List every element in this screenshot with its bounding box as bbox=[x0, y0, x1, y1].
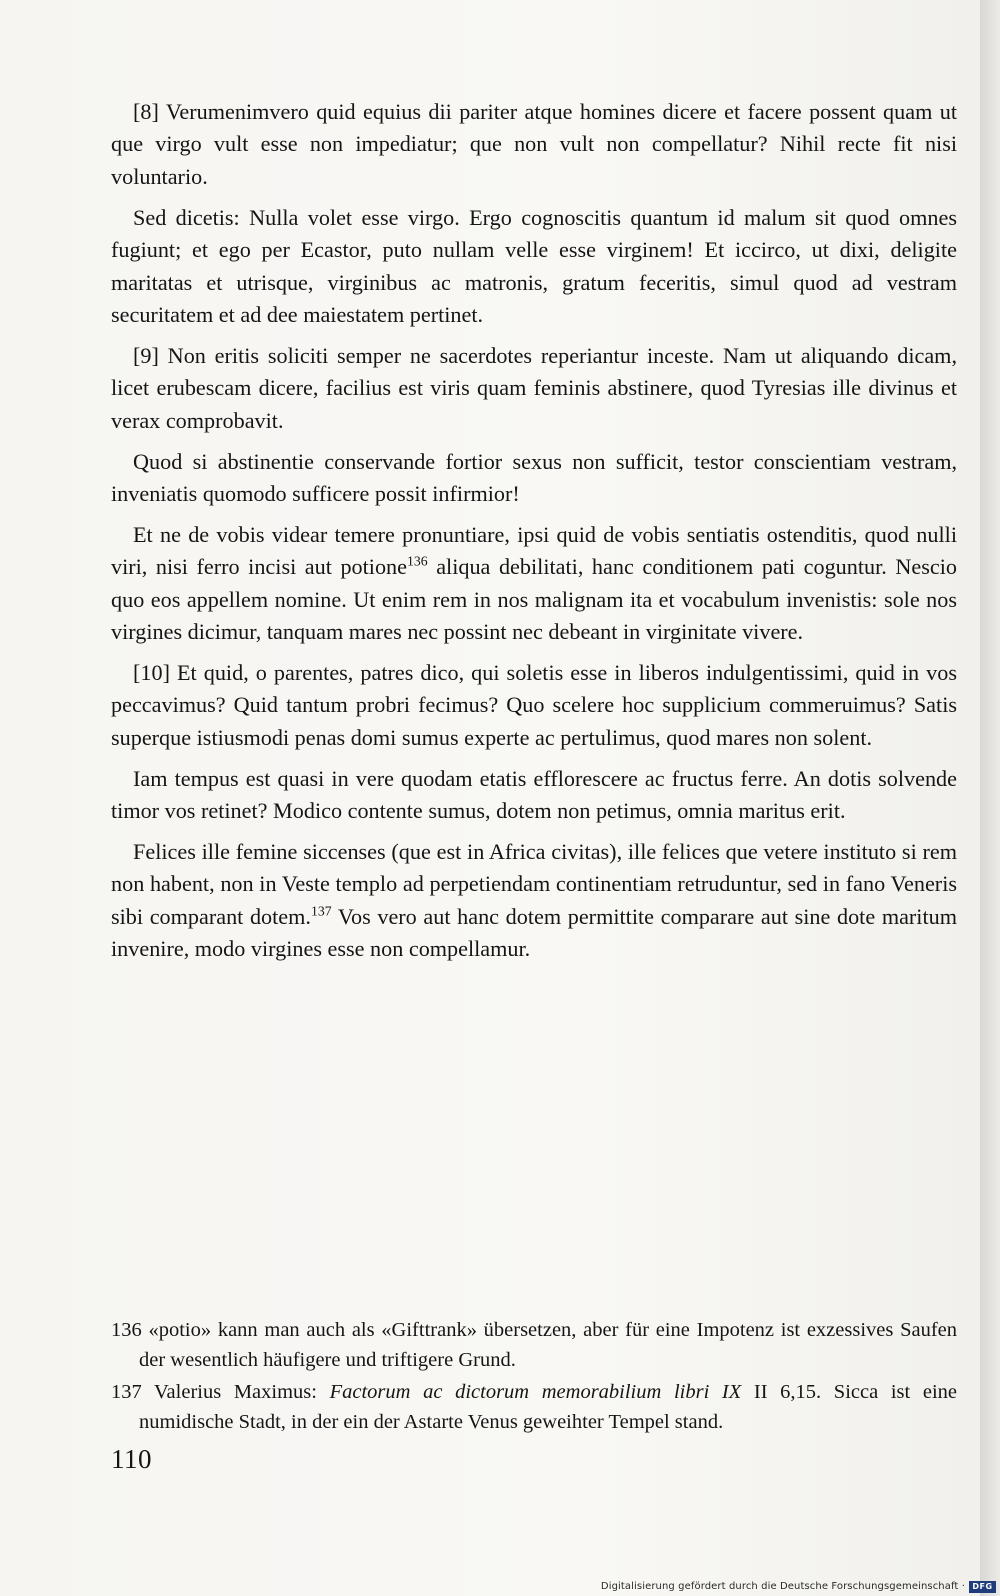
paragraph-text: Et ne de vobis videar temere pronuntiare, ipsi quid de vobis sentiatis ostenditis, quod nulli viri, nisi ferro incisi aut potione bbox=[111, 521, 957, 580]
footnote-reference[interactable]: 136 bbox=[407, 553, 428, 569]
footnote-number: 137 bbox=[111, 1381, 142, 1403]
paragraph-9: [9] Non eritis soliciti semper ne sacerdotes reperiantur inceste. Nam ut aliquando dicam, licet erubescam dicere, facilius est viris quam feminis abstinere, quod Tyresias ille divinus et verax comprobavit. bbox=[111, 342, 957, 433]
dfg-logo: DFG bbox=[969, 1581, 996, 1593]
digitization-credit: Digitalisierung gefördert durch die Deutsche Forschungsgemeinschaft · bbox=[600, 1581, 965, 1592]
footnote-text: «potio» kann man auch als «Gifttrank» übersetzen, aber für eine Impotenz ist exzessives Saufen der wesentlich häufigere und triftigere Grund. bbox=[139, 1319, 957, 1371]
paragraph-quod-si: Quod si abstinentie conservande fortior sexus non sufficit, testor conscientiam vestram, inveniatis quomodo sufficere possit infirmior! bbox=[111, 448, 957, 506]
footnote-text: Valerius Maximus: bbox=[154, 1381, 330, 1403]
paragraph-text: aliqua debilitati, hanc conditionem pati coguntur. Nescio quo eos appellem nomine. Ut enim rem in nos malignam ita et vocabulum invenistis: sole nos virgines dicimur, tanquam mares nec possint nec debeant in virginitate vivere. bbox=[111, 554, 957, 645]
paragraph-10: [10] Et quid, o parentes, patres dico, qui soletis esse in liberos indulgentissimi, quid in vos peccavimus? Quid tantum probri fecimus? Quo scelere hoc supplicium commeruimus? Satis superque istiusmodi penas domi sumus experte ac pertulimus, quod mares non solent. bbox=[111, 660, 957, 750]
footnote-reference[interactable]: 137 bbox=[310, 903, 332, 919]
paragraph-felices bbox=[111, 836, 957, 966]
page-number: 110 bbox=[111, 1444, 152, 1474]
page-edge bbox=[980, 0, 1000, 1596]
footnote-137 bbox=[111, 1377, 957, 1437]
paragraph-text: Felices ille femine siccenses (que est in Africa civitas), ille felices que vetere instituto si rem non habent, non in Veste templo ad perpetiendam continentiam retruduntur, sed in fano Veneris sibi comparant dotem. bbox=[111, 839, 957, 929]
paragraph-sed-dicetis: Sed dicetis: Nulla volet esse virgo. Ergo cognoscitis quantum id malum sit quod omnes fugiunt; et ego per Ecastor, puto nullam velle esse virginem! Et iccirco, ut dixi, deligite maritatas et utrisque, virginibus ac matronis, gratum feceritis, simul quod ad vestram securitatem et ad dee maiestatem pertinet. bbox=[111, 204, 957, 327]
paragraph-text: Vos vero aut hanc dotem permittite comparare aut sine dote maritum invenire, modo virgines esse non compellamur. bbox=[111, 903, 957, 962]
footnote-work-title: Factorum ac dictorum memorabilium libri IX bbox=[329, 1381, 742, 1403]
paragraph-et-ne-de-vobis bbox=[111, 519, 957, 649]
footnote-number: 136 bbox=[111, 1319, 142, 1341]
footnote-136 bbox=[111, 1315, 957, 1375]
paragraph-iam-tempus: Iam tempus est quasi in vere quodam etatis efflorescere ac fructus ferre. An dotis solvende timor vos retinet? Modico contente sumus, dotem non petimus, omnia maritus erit. bbox=[111, 765, 957, 824]
paragraph-8: [8] Verumenimvero quid equius dii pariter atque homines dicere et facere possent quam ut que virgo vult esse non impediatur; que non vult non compellatur? Nihil recte fit nisi voluntario. bbox=[111, 99, 957, 189]
footnotes bbox=[111, 1315, 957, 1439]
footnote-text: II 6,15. Sicca ist eine numidische Stadt, in der ein der Astarte Venus geweihter Tempel stand. bbox=[139, 1381, 957, 1433]
main-text bbox=[111, 96, 957, 974]
